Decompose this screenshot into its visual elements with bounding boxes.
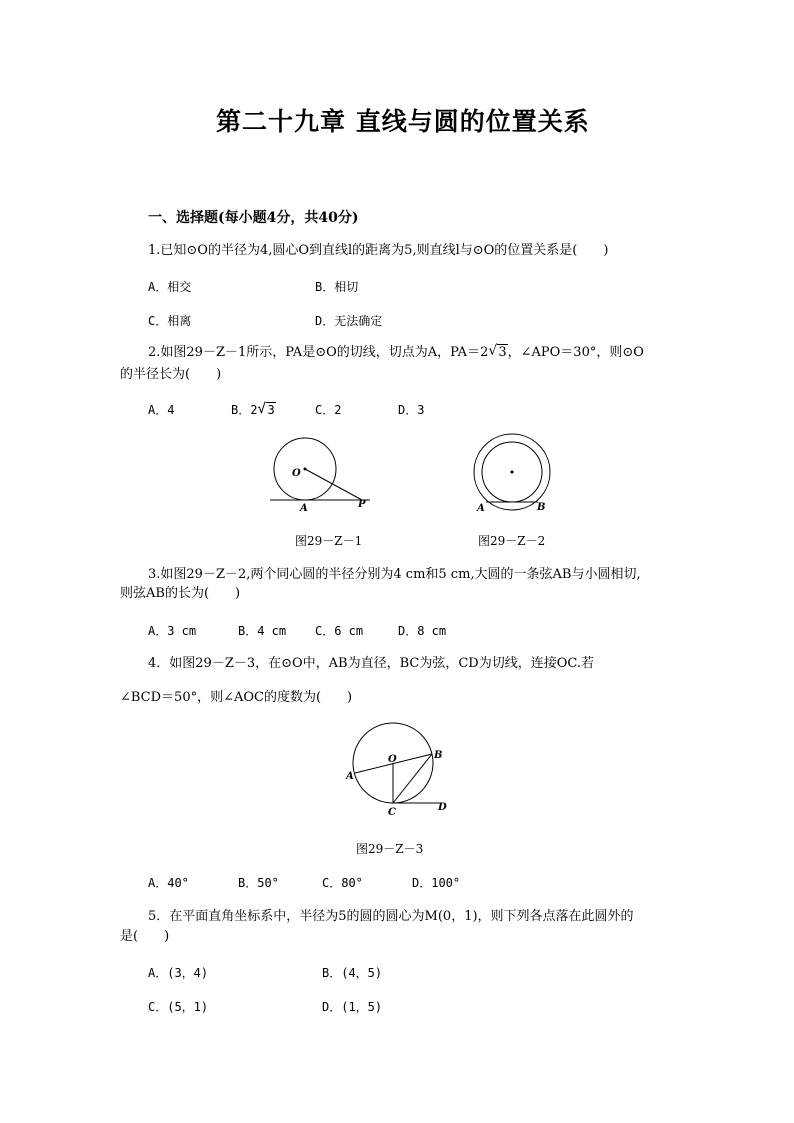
label-b: B (434, 750, 443, 761)
question-2-line-2: 的半径长为( ) (120, 367, 222, 382)
figure-3-caption: 图29－Z－3 (356, 842, 424, 856)
label-p: P (358, 499, 366, 510)
question-5-line-1: 5．在平面直角坐标系中，半径为5的圆的圆心为M(0，1)，则下列各点落在此圆外的 (148, 909, 634, 924)
question-5-option-a: A．(3，4) (148, 966, 209, 980)
sqrt-argument: 3 (267, 403, 275, 417)
question-5-option-d: D．(1，5) (322, 1000, 383, 1014)
question-4-line-2: ∠BCD＝50°，则∠AOC的度数为( ) (120, 690, 353, 705)
label-c: C (388, 807, 396, 818)
question-2-option-c: C．2 (315, 403, 342, 417)
question-5-option-c: C．(5，1) (148, 1000, 209, 1014)
question-4-option-d: D．100° (412, 876, 461, 890)
question-3-option-c: C．6 cm (315, 624, 364, 638)
label-b: B (537, 502, 546, 513)
label-a: A (346, 771, 354, 782)
question-2-option-a: A．4 (148, 403, 175, 417)
question-3-option-a: A．3 cm (148, 624, 197, 638)
figure-29-z-1 (260, 432, 380, 517)
question-3-option-b: B．4 cm (238, 624, 287, 638)
question-2-line-1 (148, 343, 644, 363)
question-4-option-b: B．50° (238, 876, 279, 890)
label-a: A (477, 503, 485, 514)
sqrt-argument: 3 (498, 345, 507, 360)
label-o: O (388, 754, 397, 765)
question-1-text: 1.已知⊙O的半径为4,圆心O到直线l的距离为5,则直线l与⊙O的位置关系是( ) (148, 243, 609, 258)
question-1-option-c: C．相离 (148, 314, 192, 328)
question-2-line-1-post: ，∠APO＝30°，则⊙O (507, 345, 644, 360)
question-5-line-2: 是( ) (120, 929, 170, 944)
question-4-option-a: A．40° (148, 876, 189, 890)
question-4-option-c: C．80° (322, 876, 363, 890)
label-o: O (292, 468, 301, 479)
label-d: D (438, 802, 447, 813)
question-3-option-d: D．8 cm (398, 624, 447, 638)
figure-1-caption: 图29－Z－1 (295, 534, 363, 548)
label-a: A (300, 503, 308, 514)
sqrt-symbol (488, 343, 507, 363)
question-4-line-1: 4．如图29－Z－3，在⊙O中，AB为直径，BC为弦，CD为切线，连接OC.若 (148, 656, 594, 671)
question-5-option-b: B．(4，5) (322, 966, 383, 980)
page-title: 第二十九章 直线与圆的位置关系 (216, 107, 590, 136)
figure-29-z-2 (465, 432, 560, 517)
sqrt-symbol (257, 403, 275, 417)
question-2-option-b-label: B．2 (231, 403, 258, 417)
center-point (304, 468, 307, 471)
segment-op (305, 469, 362, 500)
figure-29-z-3 (340, 718, 460, 820)
question-1-option-d: D．无法确定 (315, 314, 383, 328)
question-3-line-2: 则弦AB的长为( ) (120, 586, 241, 601)
question-2-option-d: D．3 (398, 403, 425, 417)
section-heading: 一、选择题(每小题4分，共40分) (148, 210, 359, 226)
chord-bc (393, 754, 432, 803)
figure-2-caption: 图29－Z－2 (478, 534, 546, 548)
center-point (511, 471, 514, 474)
question-1-option-b: B．相切 (315, 280, 359, 294)
question-2-option-b (231, 401, 276, 418)
question-2-line-1-pre: 2.如图29－Z－1所示，PA是⊙O的切线，切点为A，PA＝2 (148, 345, 489, 360)
question-1-option-a: A．相交 (148, 280, 192, 294)
question-3-line-1: 3.如图29－Z－2,两个同心圆的半径分别为4 cm和5 cm,大圆的一条弦AB与小圆相切, (148, 567, 641, 582)
